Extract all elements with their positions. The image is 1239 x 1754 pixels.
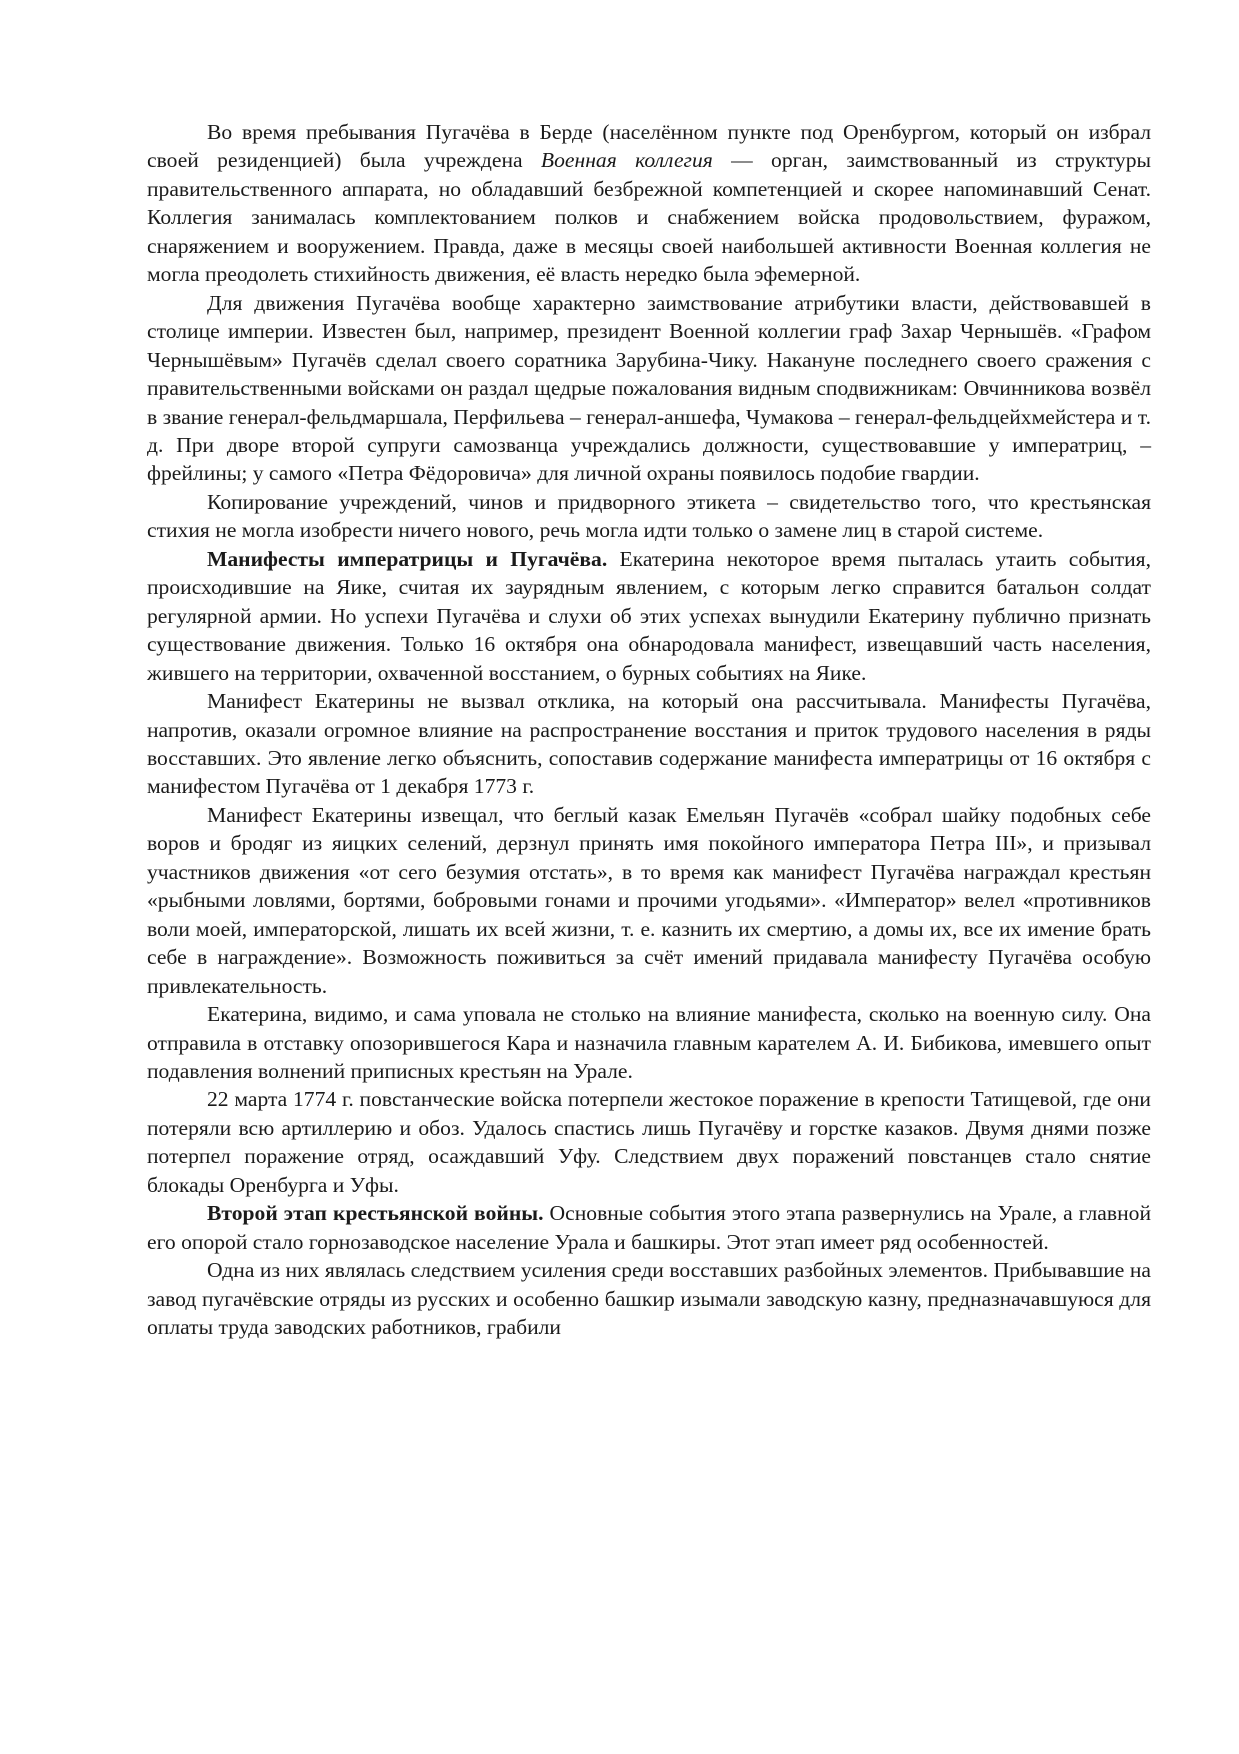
paragraph-text: Во время пребывания Пугачёва в Берде (населённом пункте под Оренбургом, который он избрал своей резиденцией) была учреждена [147,120,1151,173]
paragraph-text: Одна из них являлась следствием усиления среди восставших разбойных элементов. Прибывавшие на завод пугачёвские отряды из русских и особенно башкир изымали заводскую казну, предназначавшуюся для оплаты труда заводских работников, грабили [147,1258,1151,1340]
paragraph-text: Основные события этого этапа развернулись на Урале, а главной его опорой стало горнозаводское население Урала и башкиры. Этот этап имеет ряд особенностей. [147,1201,1151,1254]
paragraph-robbery-elements [147,1256,1151,1341]
paragraph-text: Манифест Екатерины не вызвал отклика, на который она рассчитывала. Манифесты Пугачёва, напротив, оказали огромное влияние на распространение восстания и приток трудового населения в ряды восставших. Это явление легко объяснить, сопоставив содержание манифеста императрицы от 16 октября с манифестом Пугачёва от 1 декабря 1773 г. [147,689,1151,799]
paragraph-manifesto-content [147,801,1151,1000]
paragraph-text: Для движения Пугачёва вообще характерно заимствование атрибутики власти, действовавшей в столице империи. Известен был, например, президент Военной коллегии граф Захар Чернышёв. «Графом Чернышёвым» Пугачёв сделал своего соратника Зарубина-Чику. Накануне последнего своего сражения с правительственными войсками он раздал щедрые пожалования видным сподвижникам: Овчинникова возвёл в звание генерал-фельдмаршала, Перфильева – генерал-аншефа, Чумакова – генерал-фельдцейхмейстера и т. д. При дворе второй супруги самозванца учреждались должности, существовавшие у императриц, – фрейлины; у самого «Петра Фёдоровича» для личной охраны появилось подобие гвардии. [147,290,1151,486]
paragraph-text: 22 марта 1774 г. повстанческие войска потерпели жестокое поражение в крепости Татищевой, где они потеряли всю артиллерию и обоз. Удалось спастись лишь Пугачёву и горстке казаков. Двумя днями позже потерпел поражение отряд, осаждавший Уфу. Следствием двух поражений повстанцев стало снятие блокады Оренбурга и Уфы. [147,1087,1151,1197]
section-heading-manifestos: Манифесты императрицы и Пугачёва. [207,546,608,571]
paragraph-copying-institutions [147,488,1151,545]
paragraph-text: Екатерина, видимо, и сама уповала не столько на влияние манифеста, сколько на военную силу. Она отправила в отставку опозорившегося Кара и назначила главным карателем А. И. Бибикова, имевшего опыт подавления волнений приписных крестьян на Урале. [147,1002,1151,1083]
paragraph-text: — орган, заимствованный из структуры правительственного аппарата, но обладавший безбрежной компетенцией и скорее напоминавший Сенат. Коллегия занималась комплектованием полков и снабжением войска продовольствием, фуражом, снаряжением и вооружением. Правда, даже в месяцы своей наибольшей активности Военная коллегия не могла преодолеть стихийность движения, её власть нередко была эфемерной. [147,148,1151,287]
paragraph-tatishcheva-defeat [147,1085,1151,1199]
paragraph-attributes-of-power [147,289,1151,488]
document-page [147,118,1151,1341]
paragraph-military-collegium [147,118,1151,289]
paragraph-text: Копирование учреждений, чинов и придворного этикета – свидетельство того, что крестьянская стихия не могла изобрести ничего нового, речь могла идти только о замене лиц в старой системе. [147,489,1151,543]
section-heading-second-stage: Второй этап крестьянской войны. [207,1201,544,1226]
paragraph-manifestos [147,545,1151,687]
paragraph-manifesto-response [147,687,1151,801]
paragraph-second-stage [147,1199,1151,1256]
paragraph-bibikov [147,1000,1151,1085]
paragraph-text: Екатерина некоторое время пыталась утаить события, происходившие на Яике, считая их заурядным явлением, с которым легко справится батальон солдат регулярной армии. Но успехи Пугачёва и слухи об этих успехах вынудили Екатерину публично признать существование движения. Только 16 октября она обнародовала манифест, извещавший часть населения, жившего на территории, охваченной восстанием, о бурных событиях на Яике. [147,546,1151,685]
italic-term-military-collegium: Военная коллегия [540,148,713,173]
paragraph-text: Манифест Екатерины извещал, что беглый казак Емельян Пугачёв «собрал шайку подобных себе воров и бродяг из яицких селений, дерзнул принять имя покойного императора Петра III», и призывал участников движения «от сего безумия отстать», в то время как манифест Пугачёва награждал крестьян «рыбными ловлями, бортями, бобровыми гонами и прочими угодьями». «Император» велел «противников воли моей, императорской, лишать их всей жизни, т. е. казнить их смертию, а домы их, все их имение брать себе в награждение». Возможность поживиться за счёт имений придавала манифесту Пугачёва особую привлекательность. [147,802,1151,998]
